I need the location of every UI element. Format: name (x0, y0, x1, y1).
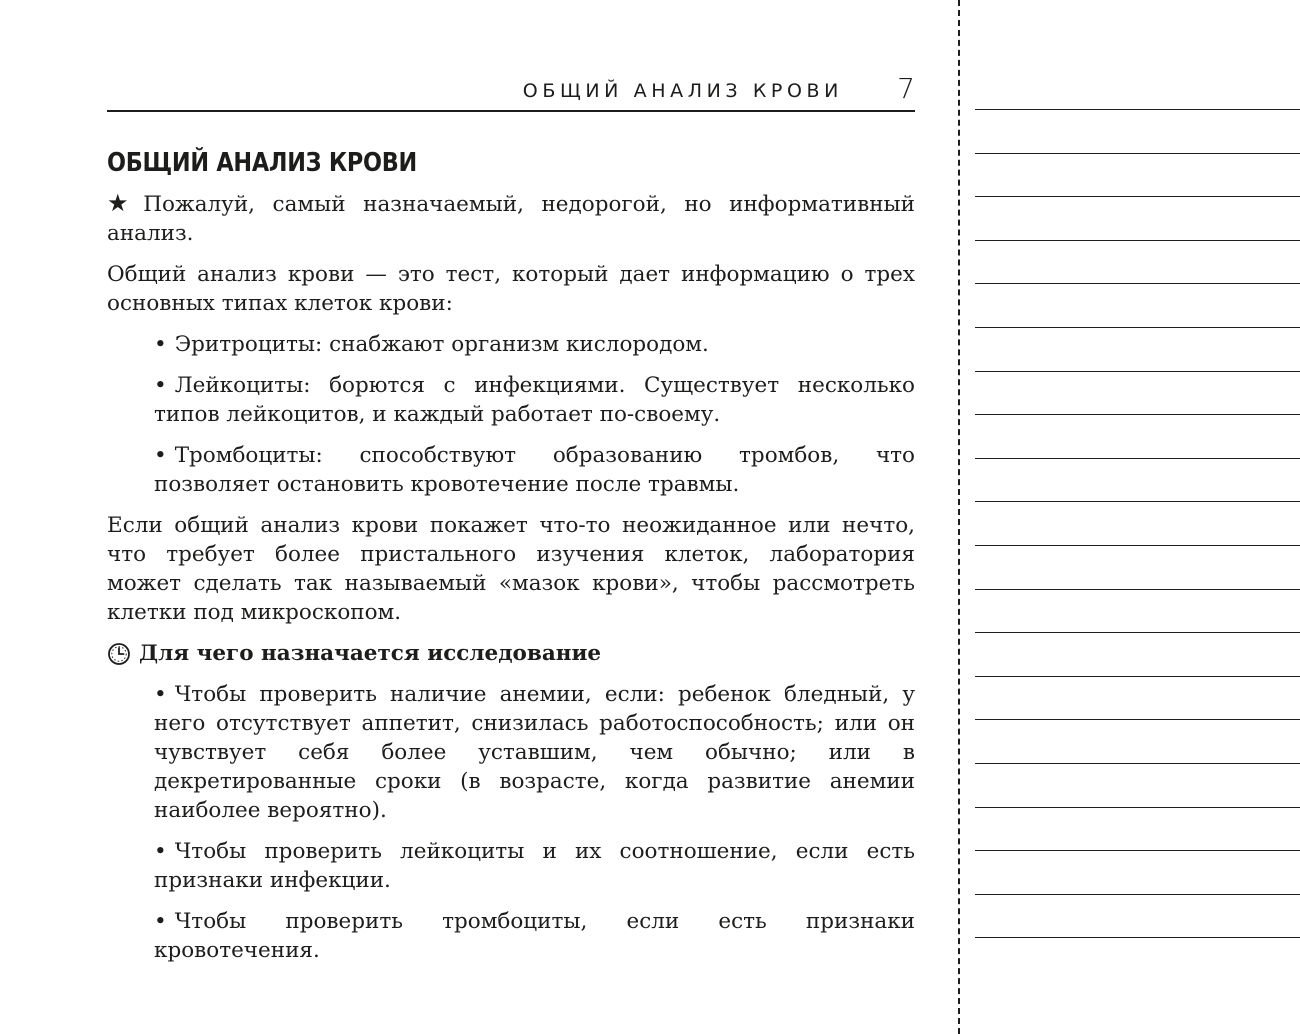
note-line (975, 458, 1300, 459)
cell-types-list (107, 330, 915, 499)
list-item: • Лейкоциты: борются с инфекциями. Существует несколько типов лейкоцитов, и каждый работает по-своему. (154, 373, 915, 427)
note-line (975, 196, 1300, 197)
note-line (975, 632, 1300, 633)
section-title: ОБЩИЙ АНАЛИЗ КРОВИ (107, 148, 417, 178)
main-content (107, 146, 915, 977)
dashed-cut-line (958, 0, 960, 1034)
note-line (975, 719, 1300, 720)
intro-text: Пожалуй, самый назначаемый, недорогой, но информативный анализ. (107, 192, 915, 246)
list-item: • Чтобы проверить наличие анемии, если: ребенок бледный, у него отсутствует аппетит, снизилась работоспособность; или он чувствует себя более уставшим, чем обычно; или в декретированные сроки (в возрасте, когда развитие анемии наиболее вероятно). (154, 682, 915, 823)
list-item: • Эритроциты: снабжают организм кислородом. (154, 332, 709, 357)
note-line (975, 153, 1300, 154)
paragraph-blood-smear: Если общий анализ крови покажет что-то неожиданное или нечто, что требует более пристального изучения клеток, лаборатория может сделать так называемый «мазок крови», чтобы рассмотреть клетки под микроскопом. (107, 513, 915, 625)
paragraph-cell-types: Общий анализ крови — это тест, который дает информацию о трех основных типах клеток крови: (107, 262, 915, 316)
note-line (975, 283, 1300, 284)
bullet-icon: • (154, 373, 167, 398)
bullet-icon: • (154, 332, 167, 357)
note-line (975, 807, 1300, 808)
list-item: • Чтобы проверить лейкоциты и их соотношение, если есть признаки инфекции. (154, 839, 915, 893)
bullet-icon: • (154, 909, 167, 934)
note-line (975, 501, 1300, 502)
note-line (975, 109, 1300, 110)
bullet-icon: • (154, 443, 167, 468)
list-item: • Чтобы проверить тромбоциты, если есть признаки кровотечения. (154, 909, 915, 963)
star-icon: ★ (107, 189, 140, 217)
note-line (975, 371, 1300, 372)
list-item: • Тромбоциты: способствуют образованию тромбов, что позволяет остановить кровотечение после травмы. (154, 443, 915, 497)
note-line (975, 240, 1300, 241)
running-title: ОБЩИЙ АНАЛИЗ КРОВИ (522, 80, 843, 102)
indications-heading-text: Для чего назначается исследование (139, 641, 602, 666)
note-line (975, 763, 1300, 764)
note-line (975, 937, 1300, 938)
note-line (975, 850, 1300, 851)
bullet-icon: • (154, 839, 167, 864)
clock-icon (107, 642, 131, 666)
bullet-icon: • (154, 682, 167, 707)
note-line (975, 676, 1300, 677)
notes-area (975, 0, 1300, 1034)
indications-list (107, 680, 915, 965)
note-line (975, 414, 1300, 415)
note-line (975, 545, 1300, 546)
note-line (975, 589, 1300, 590)
intro-paragraph (107, 190, 915, 248)
page-header (107, 70, 915, 112)
page-number: 7 (897, 72, 915, 105)
note-line (975, 327, 1300, 328)
note-line (975, 894, 1300, 895)
indications-heading (107, 639, 915, 668)
